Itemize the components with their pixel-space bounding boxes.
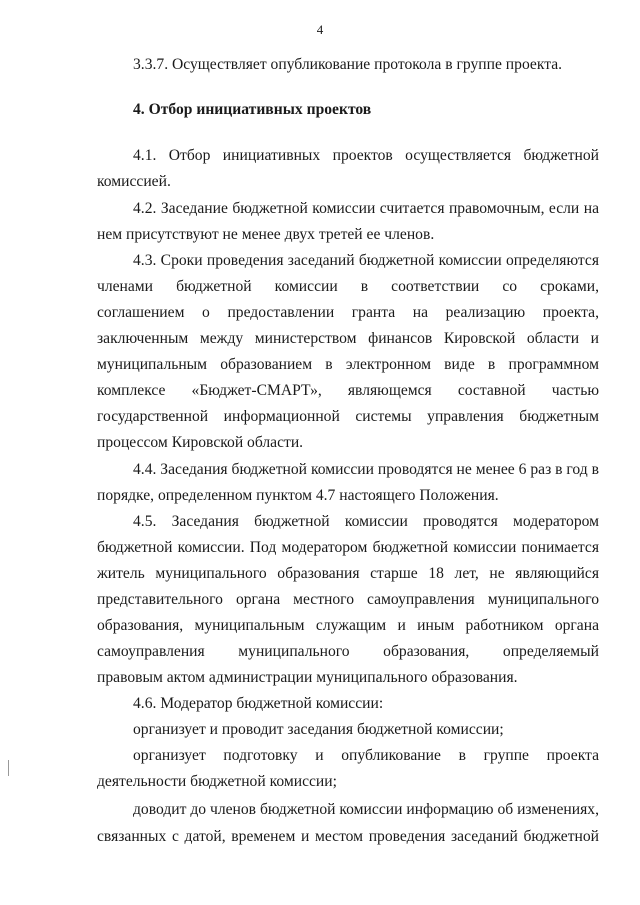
paragraph-line: 4.3. Сроки проведения заседаний бюджетной комиссии определяются <box>133 252 599 269</box>
paragraph-line: самоуправления муниципального образования, определяемый <box>97 643 599 660</box>
paragraph-line: житель муниципального образования старше 18 лет, не являющийся <box>97 565 599 582</box>
paragraph-line: 4.5. Заседания бюджетной комиссии проводятся модератором <box>133 513 599 530</box>
paragraph-line: членами бюджетной комиссии в соответствии со сроками, <box>97 278 599 295</box>
paragraph-line: муниципальным образованием в электронном виде в программном <box>97 356 599 373</box>
paragraph-line: организует подготовку и опубликование в группе проекта <box>133 747 599 764</box>
paragraph-line: процессом Кировской области. <box>97 434 304 451</box>
paragraph-line: 3.3.7. Осуществляет опубликование протокола в группе проекта. <box>133 56 563 73</box>
paragraph-line: деятельности бюджетной комиссии; <box>97 773 337 790</box>
paragraph-line: комиссией. <box>97 173 171 190</box>
scan-edge-mark <box>8 760 9 776</box>
paragraph-line: организует и проводит заседания бюджетной комиссии; <box>133 721 504 738</box>
page-number: 4 <box>316 22 324 37</box>
paragraph-line: соглашением о предоставлении гранта на реализацию проекта, <box>97 304 599 321</box>
paragraph-line: 4.1. Отбор инициативных проектов осуществляется бюджетной <box>133 147 599 164</box>
paragraph-line: бюджетной комиссии. Под модератором бюджетной комиссии понимается <box>97 539 599 556</box>
paragraph-line: образования, муниципальным служащим и иным работником органа <box>97 617 599 634</box>
section-heading: 4. Отбор инициативных проектов <box>133 101 372 118</box>
paragraph-line: порядке, определенном пунктом 4.7 настоящего Положения. <box>97 487 499 504</box>
paragraph-line: связанных с датой, временем и местом проведения заседаний бюджетной <box>97 828 599 845</box>
paragraph-line: 4.6. Модератор бюджетной комиссии: <box>133 695 384 712</box>
paragraph-line: доводит до членов бюджетной комиссии информацию об изменениях, <box>133 801 599 818</box>
paragraph-line: заключенным между министерством финансов Кировской области и <box>97 330 599 347</box>
paragraph-line: 4.2. Заседание бюджетной комиссии считается правомочным, если на <box>133 200 599 217</box>
paragraph-line: комплексе «Бюджет-СМАРТ», являющемся составной частью <box>97 382 599 399</box>
paragraph-line: нем присутствуют не менее двух третей ее членов. <box>97 226 435 243</box>
paragraph-line: правовым актом администрации муниципального образования. <box>97 669 518 686</box>
paragraph-line: представительного органа местного самоуправления муниципального <box>97 591 599 608</box>
paragraph-line: государственной информационной системы управления бюджетным <box>97 408 599 425</box>
paragraph-line: 4.4. Заседания бюджетной комиссии проводятся не менее 6 раз в год в <box>133 461 599 478</box>
